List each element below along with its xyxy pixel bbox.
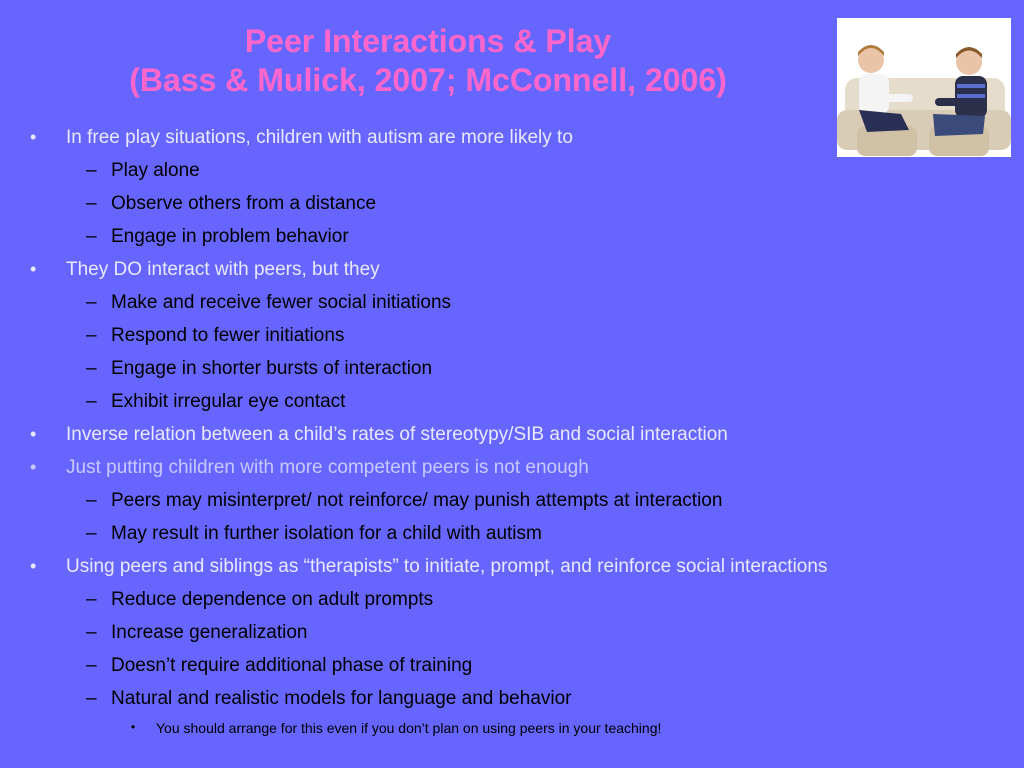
- sub-bullet-item: [0, 520, 1024, 553]
- sub-bullet-item: [0, 652, 1024, 685]
- sub-bullet-text: Natural and realistic models for language and behavior: [111, 688, 572, 709]
- bullet-text: Inverse relation between a child’s rates of stereotypy/SIB and social interaction: [66, 424, 728, 445]
- dash-marker: –: [86, 358, 97, 379]
- bullet-item: [0, 421, 1024, 454]
- sub-bullet-text: Exhibit irregular eye contact: [111, 391, 346, 412]
- dash-marker: –: [86, 589, 97, 610]
- sub-sub-bullet-text: You should arrange for this even if you don’t plan on using peers in your teaching!: [156, 720, 662, 736]
- bullet-item: [0, 553, 1024, 586]
- sub-bullet-text: May result in further isolation for a child with autism: [111, 523, 542, 544]
- sub-bullet-item: [0, 190, 1024, 223]
- bullet-list: [0, 124, 1024, 744]
- sub-bullet-item: [0, 355, 1024, 388]
- sub-bullet-item: [0, 322, 1024, 355]
- sub-sub-bullet-item: [0, 718, 1024, 744]
- dash-marker: –: [86, 655, 97, 676]
- bullet-marker: •: [30, 457, 37, 477]
- bullet-marker: •: [30, 556, 37, 576]
- bullet-text: They DO interact with peers, but they: [66, 259, 380, 280]
- sub-bullet-text: Reduce dependence on adult prompts: [111, 589, 434, 610]
- sub-bullet-item: [0, 619, 1024, 652]
- sub-bullet-item: [0, 586, 1024, 619]
- slide-title: [0, 22, 856, 100]
- sub-bullet-text: Play alone: [111, 160, 200, 181]
- dash-marker: –: [86, 490, 97, 511]
- sub-bullet-item: [0, 223, 1024, 256]
- sub-bullet-text: Respond to fewer initiations: [111, 325, 345, 346]
- dash-marker: –: [86, 193, 97, 214]
- dash-marker: –: [86, 622, 97, 643]
- bullet-item: [0, 454, 1024, 487]
- bullet-marker: •: [30, 127, 37, 147]
- dash-marker: –: [86, 325, 97, 346]
- sub-bullet-text: Observe others from a distance: [111, 193, 377, 214]
- dash-marker: –: [86, 160, 97, 181]
- sub-bullet-item: [0, 487, 1024, 520]
- bullet-text: In free play situations, children with autism are more likely to: [66, 127, 573, 148]
- sub-bullet-text: Engage in shorter bursts of interaction: [111, 358, 433, 379]
- sub-bullet-text: Doesn’t require additional phase of training: [111, 655, 473, 676]
- bullet-text: Just putting children with more competent peers is not enough: [66, 457, 589, 478]
- bullet-marker: •: [30, 424, 37, 444]
- dash-marker: –: [86, 226, 97, 247]
- sub-bullet-item: [0, 289, 1024, 322]
- sub-bullet-text: Increase generalization: [111, 622, 308, 643]
- sub-bullet-text: Make and receive fewer social initiations: [111, 292, 452, 313]
- dash-marker: –: [86, 688, 97, 709]
- sub-bullet-item: [0, 685, 1024, 718]
- bullet-text: Using peers and siblings as “therapists” to initiate, prompt, and reinforce social interactions: [66, 556, 828, 577]
- sub-bullet-text: Peers may misinterpret/ not reinforce/ may punish attempts at interaction: [111, 490, 723, 511]
- bullet-item: [0, 124, 1024, 157]
- title-line-1: Peer Interactions & Play: [244, 23, 612, 59]
- title-line-2: (Bass & Mulick, 2007; McConnell, 2006): [129, 62, 727, 98]
- dash-marker: –: [86, 391, 97, 412]
- sub-bullet-item: [0, 157, 1024, 190]
- bullet-item: [0, 256, 1024, 289]
- dash-marker: –: [86, 292, 97, 313]
- sub-bullet-item: [0, 388, 1024, 421]
- bullet-marker: •: [131, 720, 136, 734]
- sub-bullet-text: Engage in problem behavior: [111, 226, 349, 247]
- bullet-marker: •: [30, 259, 37, 279]
- dash-marker: –: [86, 523, 97, 544]
